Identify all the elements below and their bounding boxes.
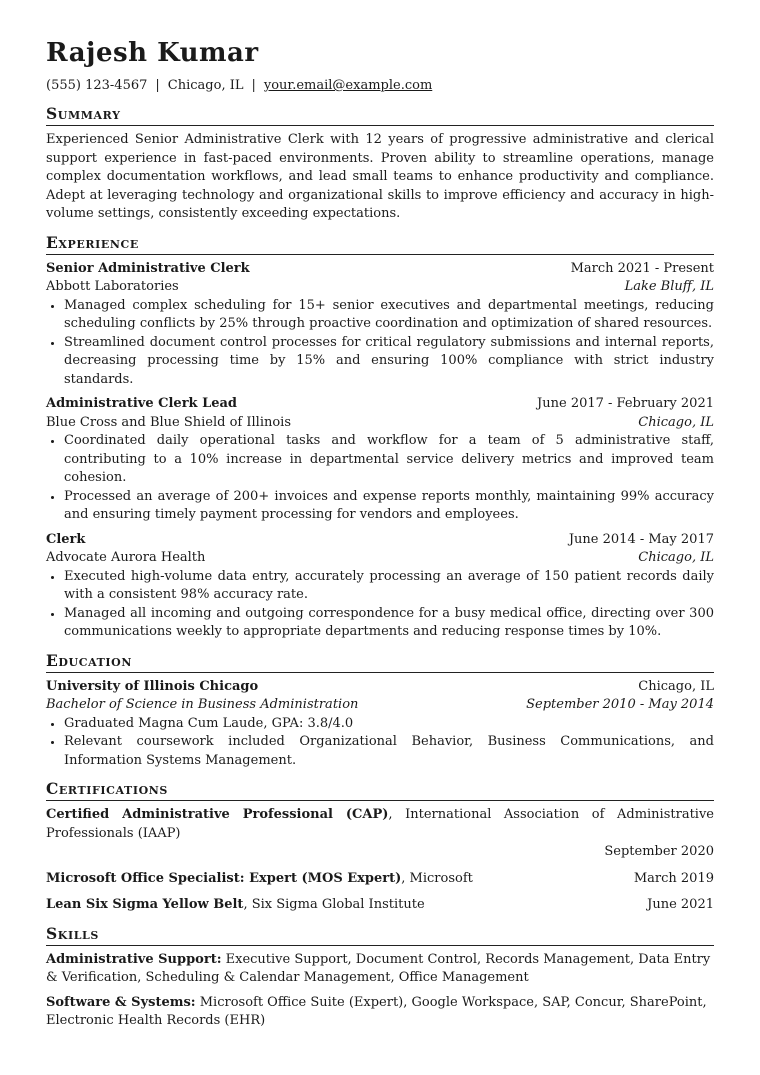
- bullet-item: • Managed complex scheduling for 15+ senior executives and departmental meetings, reducing scheduling conflicts by 25% through proactive coordination and optimization of shared resources.: [63, 297, 714, 334]
- section-title: Certifications: [46, 779, 714, 801]
- separator: |: [155, 78, 160, 93]
- skill-group: [46, 951, 714, 988]
- contact-line: [46, 77, 714, 95]
- section-title: Skills: [46, 924, 714, 946]
- section-title: Summary: [46, 104, 714, 126]
- skill-group: [46, 994, 714, 1031]
- skill-text: Executive Support, Document Control, Records Management, Data Entry & Verification, Scheduling & Calendar Management, Office Management: [46, 951, 711, 985]
- job-bullets: [46, 432, 714, 525]
- school-name: University of Illinois Chicago: [46, 678, 259, 694]
- bullet-item: • Streamlined document control processes for critical regulatory submissions and internal reports, decreasing processing time by 15% and ensuring 100% compliance with strict industry standards.: [63, 334, 714, 390]
- skill-text: Microsoft Office Suite (Expert), Google Workspace, SAP, Concur, SharePoint, Electronic Health Records (EHR): [46, 994, 707, 1028]
- school-location: Chicago, IL: [638, 678, 714, 694]
- certification-item: [46, 870, 714, 889]
- education-bullets: [46, 715, 714, 771]
- bullet-item: • Managed all incoming and outgoing correspondence for a busy medical office, directing over 300 communications weekly to appropriate departments and reducing response times by 10%.: [63, 605, 714, 642]
- candidate-name: Rajesh Kumar: [46, 38, 259, 68]
- job-company: Advocate Aurora Health: [46, 550, 206, 565]
- job-dates: June 2017 - February 2021: [537, 396, 714, 411]
- job-location: Lake Bluff, IL: [624, 279, 714, 294]
- bullet-item: • Relevant coursework included Organizational Behavior, Business Communications, and Information Systems Management.: [63, 733, 714, 770]
- job-role: Clerk: [46, 531, 86, 547]
- cert-date: March 2019: [633, 870, 714, 886]
- bullet-item: • Graduated Magna Cum Laude, GPA: 3.8/4.0: [63, 715, 714, 734]
- job-dates: June 2014 - May 2017: [568, 531, 714, 547]
- degree: Bachelor of Science in Business Administration: [46, 697, 359, 712]
- cert-issuer: , Microsoft: [401, 870, 473, 886]
- job-dates: March 2021 - Present: [570, 260, 714, 276]
- job-entry: [46, 531, 714, 642]
- certifications-section: [46, 779, 714, 915]
- section-title: Experience: [46, 233, 714, 255]
- certification-item: [46, 896, 714, 915]
- cert-issuer: , Six Sigma Global Institute: [243, 897, 425, 912]
- summary-text: Experienced Senior Administrative Clerk with 12 years of progressive administrative and clerical support experience in fast-paced environments. Proven ability to streamline operations, manage complex documentation workflows, and lead small teams to enhance productivity and compliance. Adept at leveraging technology and organizational skills to improve efficiency and accuracy in high-volume settings, consistently exceeding expectations.: [46, 132, 714, 221]
- bullet-item: • Executed high-volume data entry, accurately processing an average of 150 patient records daily with a consistent 98% accuracy rate.: [63, 568, 714, 605]
- skill-label: Software & Systems:: [46, 994, 196, 1010]
- cert-date: September 2020: [604, 844, 714, 859]
- resume-page: [46, 38, 714, 1037]
- summary-section: [46, 104, 714, 224]
- job-company: Abbott Laboratories: [46, 279, 179, 294]
- cert-issuer: , International Association of Administrative Professionals (IAAP): [46, 807, 714, 841]
- cert-name: Certified Administrative Professional (CAP): [46, 807, 389, 822]
- cert-date: June 2021: [647, 897, 714, 912]
- section-title: Education: [46, 651, 714, 673]
- experience-section: [46, 233, 714, 642]
- job-location: Chicago, IL: [638, 414, 714, 430]
- skill-label: Administrative Support:: [46, 951, 222, 967]
- education-section: [46, 651, 714, 771]
- bullet-item: • Coordinated daily operational tasks and workflow for a team of 5 administrative staff, contributing to a 10% increase in departmental service delivery metrics and improved team cohesion.: [63, 432, 714, 488]
- location: Chicago, IL: [167, 78, 244, 93]
- cert-name: Microsoft Office Specialist: Expert (MOS Expert): [46, 870, 402, 886]
- education-dates: September 2010 - May 2014: [526, 697, 714, 712]
- phone: (555) 123-4567: [46, 78, 148, 93]
- cert-name: Lean Six Sigma Yellow Belt: [46, 897, 244, 912]
- job-entry: [46, 395, 714, 525]
- skills-section: [46, 924, 714, 1031]
- separator: |: [251, 78, 256, 93]
- job-bullets: [46, 297, 714, 390]
- education-entry: [46, 678, 714, 771]
- email-link[interactable]: your.email@example.com: [263, 78, 433, 93]
- job-bullets: [46, 568, 714, 642]
- job-role: Senior Administrative Clerk: [46, 260, 250, 276]
- job-entry: [46, 260, 714, 390]
- job-location: Chicago, IL: [638, 550, 714, 565]
- job-role: Administrative Clerk Lead: [46, 396, 238, 411]
- certification-item: [46, 806, 714, 862]
- bullet-item: • Processed an average of 200+ invoices and expense reports monthly, maintaining 99% accuracy and ensuring timely payment processing for vendors and employees.: [63, 488, 714, 525]
- job-company: Blue Cross and Blue Shield of Illinois: [46, 414, 292, 430]
